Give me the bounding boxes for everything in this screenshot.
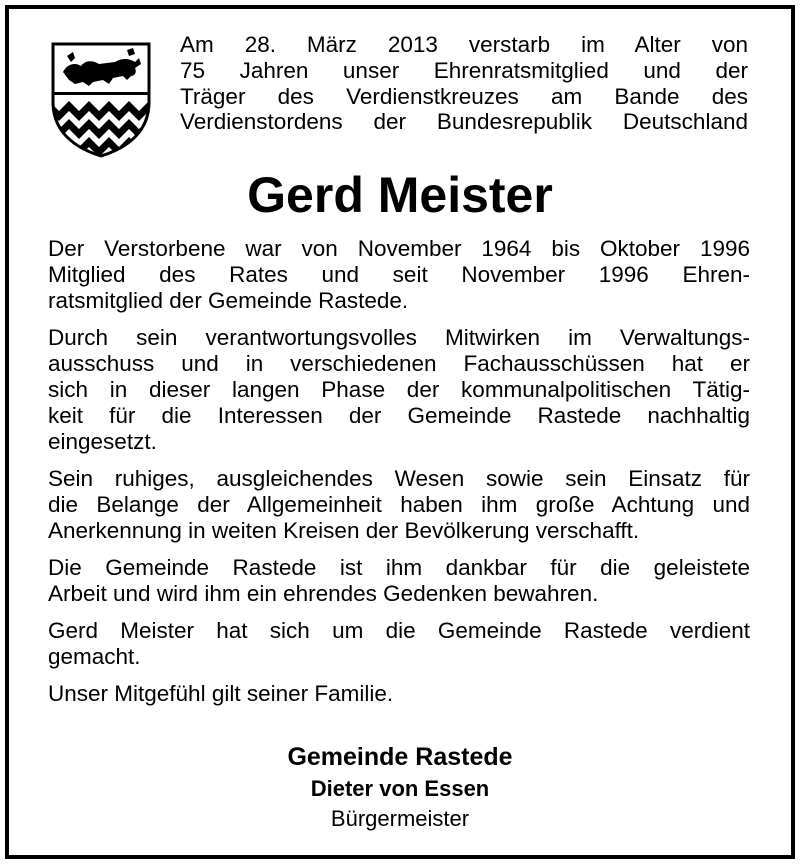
text-line: Anerkennung in weiten Kreisen der Bevölkerung verschafft. xyxy=(48,518,640,543)
signature-title: Bürgermeister xyxy=(330,806,470,831)
paragraph-gratitude xyxy=(48,555,750,607)
text-line: ausschuss und in verschiedenen Fachausschüssen hat er xyxy=(48,351,750,376)
text-line: Sein ruhiges, ausgleichendes Wesen sowie sein Einsatz für xyxy=(48,466,750,491)
text-line: Unser Mitgefühl gilt seiner Familie. xyxy=(48,681,394,706)
coat-of-arms-icon xyxy=(49,40,153,158)
intro-text xyxy=(180,32,748,135)
signature-organization: Gemeinde Rastede xyxy=(287,743,513,771)
paragraph-merit xyxy=(48,618,750,670)
paragraph-condolence xyxy=(48,681,750,707)
intro-line: Verdienstordens der Bundesrepublik Deutschland xyxy=(180,109,748,135)
text-line: ratsmitglied der Gemeinde Rastede. xyxy=(48,288,409,313)
paragraph-character xyxy=(48,466,750,544)
paragraph-tenure xyxy=(48,236,750,314)
paragraph-commitment xyxy=(48,325,750,455)
text-line: gemacht. xyxy=(48,644,141,669)
signature-person: Dieter von Essen xyxy=(310,776,490,801)
text-line: Gerd Meister hat sich um die Gemeinde Rastede verdient xyxy=(48,618,750,643)
notice-body xyxy=(48,236,750,718)
intro-line: Am 28. März 2013 verstarb im Alter von xyxy=(180,32,748,57)
intro-line: 75 Jahren unser Ehrenratsmitglied und der xyxy=(180,57,748,83)
text-line: die Belange der Allgemeinheit haben ihm große Achtung und xyxy=(48,492,750,517)
text-line: Mitglied des Rates und seit November 1996 Ehren- xyxy=(48,262,750,287)
text-line: eingesetzt. xyxy=(48,429,157,454)
text-line: Arbeit und wird ihm ein ehrendes Gedenken bewahren. xyxy=(48,581,599,606)
deceased-name: Gerd Meister xyxy=(247,167,553,223)
text-line: Der Verstorbene war von November 1964 bis Oktober 1996 xyxy=(48,236,750,261)
text-line: sich in dieser langen Phase der kommunalpolitischen Tätig- xyxy=(48,377,750,402)
text-line: Durch sein verantwortungsvolles Mitwirken im Verwaltungs- xyxy=(48,325,750,350)
intro-line: Träger des Verdienstkreuzes am Bande des xyxy=(180,83,748,109)
text-line: keit für die Interessen der Gemeinde Rastede nachhaltig xyxy=(48,403,750,428)
text-line: Die Gemeinde Rastede ist ihm dankbar für die geleistete xyxy=(48,555,750,580)
